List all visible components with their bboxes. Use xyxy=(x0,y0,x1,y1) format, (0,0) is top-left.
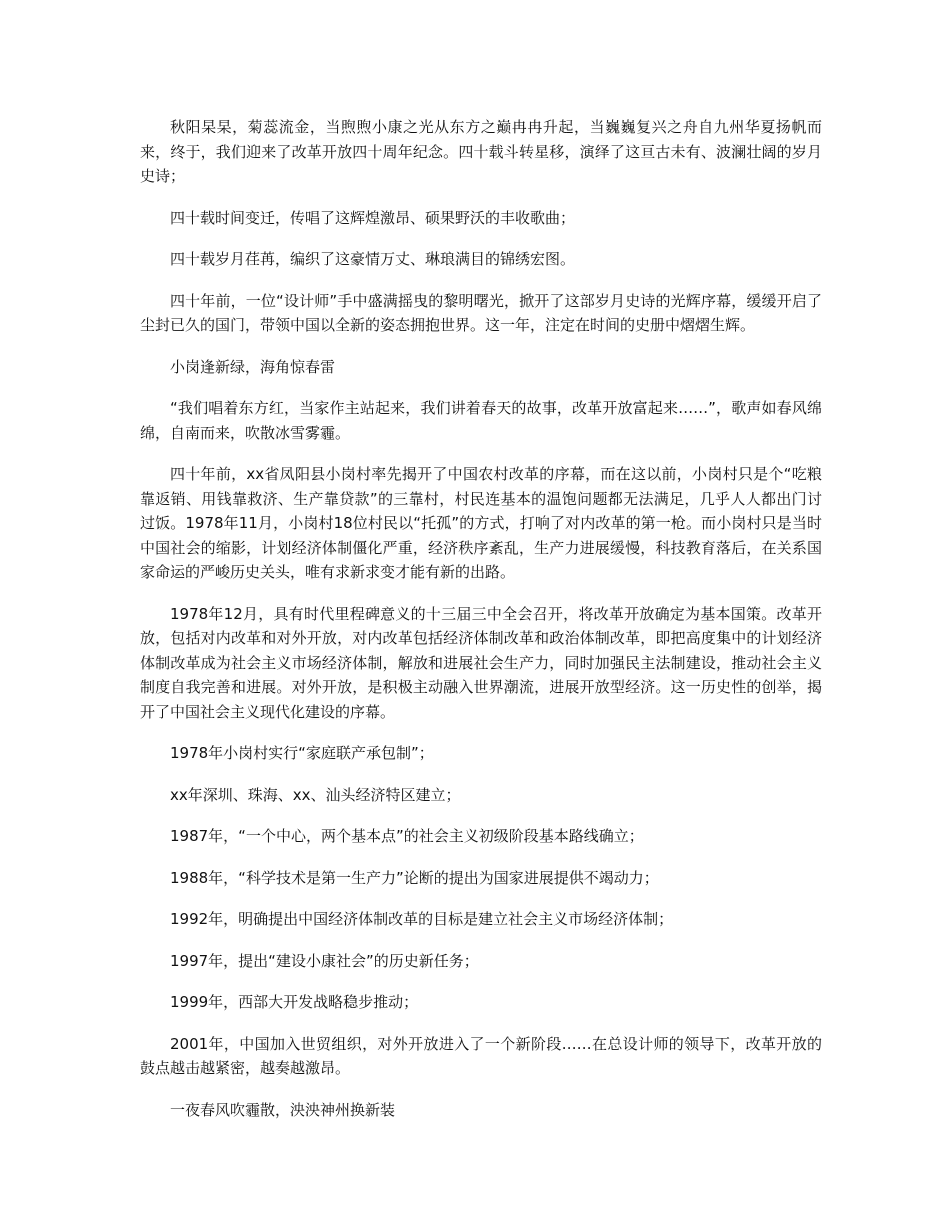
timeline-item: 1978年小岗村实行“家庭联产承包制”； xyxy=(170,744,434,762)
timeline-item: 1997年，提出“建设小康社会”的历史新任务； xyxy=(170,951,479,970)
timeline-item: xx年深圳、珠海、xx、汕头经济特区建立； xyxy=(170,785,461,804)
timeline-item: 1992年，明确提出中国经济体制改革的目标是建立社会主义市场经济体制； xyxy=(170,910,674,928)
section-heading-xiaogang: 小岗逢新绿，海角惊春雷 xyxy=(170,357,336,376)
paragraph-forty-years-change: 四十载时间变迁，传唱了这辉煌激昂、硕果野沃的丰收歌曲； xyxy=(170,208,576,227)
timeline-item: 1988年，“科学技术是第一生产力”论断的提出为国家进展提供不竭动力； xyxy=(170,868,659,887)
timeline-item: 1999年，西部大开发战略稳步推动； xyxy=(170,993,419,1011)
paragraph-forty-years-time: 四十载岁月荏苒，编织了这豪情万丈、琳琅满目的锦绣宏图。 xyxy=(170,250,576,268)
section-heading-spring-wind: 一夜春风吹霾散，泱泱神州换新装 xyxy=(170,1100,396,1119)
paragraph-song: “我们唱着东方红，当家作主站起来，我们讲着春天的故事，改革开放富起来……”，歌声如春风绵绵，自南而来，吹散冰雪雾霾。 xyxy=(140,399,822,442)
timeline-item: 2001年，中国加入世贸组织，对外开放进入了一个新阶段……在总设计师的领导下，改革开放的鼓点越击越紧密，越奏越激昂。 xyxy=(140,1034,822,1077)
paragraph-opening: 秋阳杲杲，菊蕊流金，当煦煦小康之光从东方之巅冉冉升起，当巍巍复兴之舟自九州华夏扬帆而来，终于，我们迎来了改革开放四十周年纪念。四十载斗转星移，演绎了这亘古未有、波澜壮阔的岁月史诗； xyxy=(140,118,822,185)
document-page xyxy=(140,115,822,1139)
paragraph-designer: 四十年前，一位“设计师”手中盛满摇曳的黎明曙光，掀开了这部岁月史诗的光辉序幕，缓缓开启了尘封已久的国门，带领中国以全新的姿态拥抱世界。这一年，注定在时间的史册中熠熠生辉。 xyxy=(140,291,822,334)
paragraph-third-plenum: 1978年12月，具有时代里程碑意义的十三届三中全会召开，将改革开放确定为基本国策。改革开放，包括对内改革和对外开放，对内改革包括经济体制改革和政治体制改革，即把高度集中的计划经济体制改革成为社会主义市场经济体制，解放和进展社会生产力，同时加强民主法制建设，推动社会主义制度自我完善和进展。对外开放，是积极主动融入世界潮流，进展开放型经济。这一历史性的创举，揭开了中国社会主义现代化建设的序幕。 xyxy=(140,604,822,721)
paragraph-xiaogang-village: 四十年前，xx省凤阳县小岗村率先揭开了中国农村改革的序幕，而在这以前，小岗村只是个“吃粮靠返销、用钱靠救济、生产靠贷款”的三靠村，村民连基本的温饱问题都无法满足，几乎人人都出门讨过饭。1978年11月，小岗村18位村民以“托孤”的方式，打响了对内改革的第一枪。而小岗村只是当时中国社会的缩影，计划经济体制僵化严重，经济秩序紊乱，生产力进展缓慢，科技教育落后，在关系国家命运的严峻历史关头，唯有求新求变才能有新的出路。 xyxy=(140,465,822,581)
timeline-item: 1987年，“一个中心，两个基本点”的社会主义初级阶段基本路线确立； xyxy=(170,827,644,845)
